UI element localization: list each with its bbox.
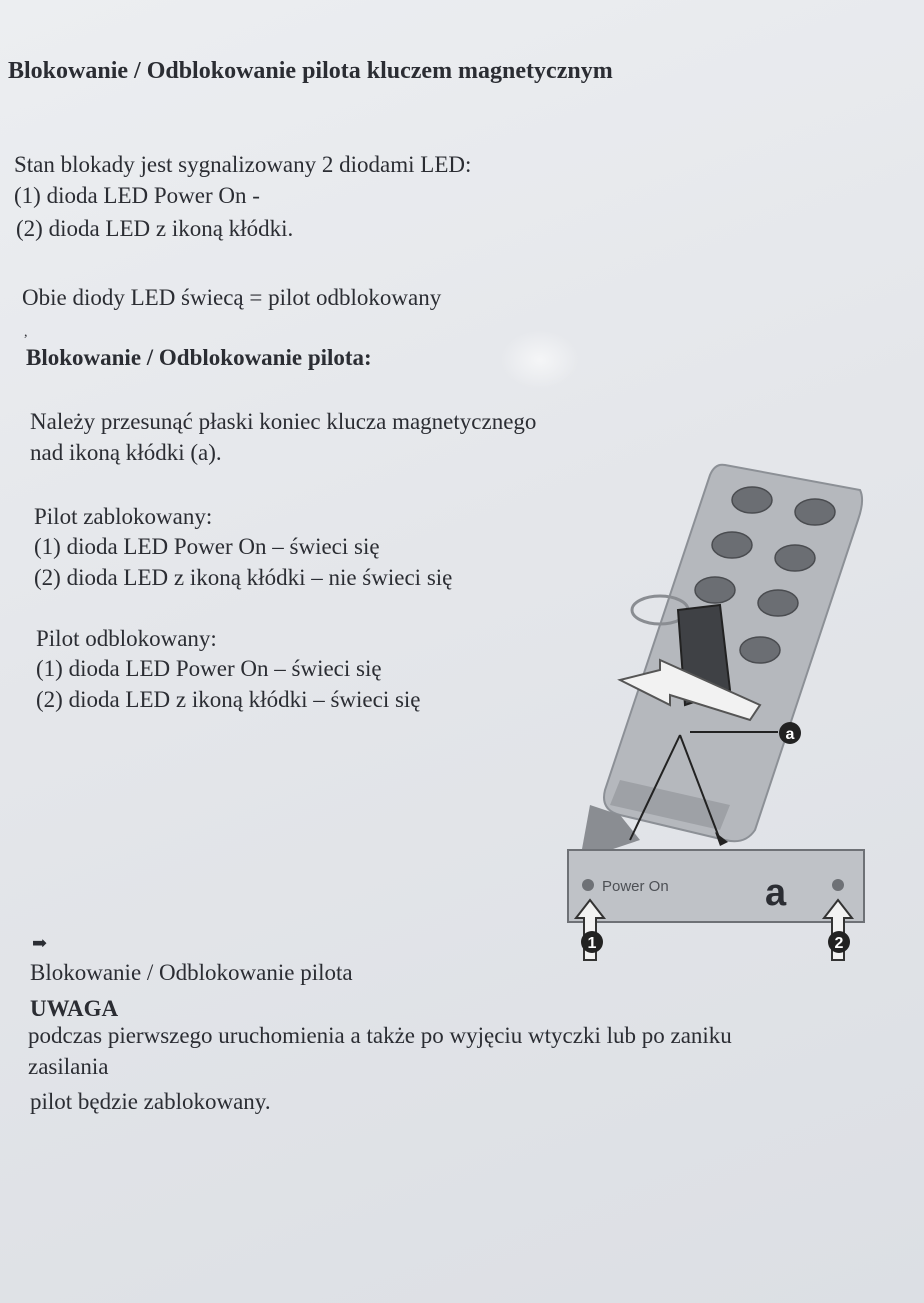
footer-line-3: zasilania bbox=[28, 1054, 109, 1079]
power-led bbox=[582, 879, 594, 891]
marker-1-label: 1 bbox=[587, 935, 597, 952]
unlocked-led-2: (2) dioda LED z ikoną kłódki – świeci się bbox=[36, 687, 421, 712]
instruction-line-2: nad ikoną kłódki (a). bbox=[30, 440, 222, 465]
paper-crease bbox=[500, 330, 580, 390]
locked-led-2: (2) dioda LED z ikoną kłódki – nie świeci się bbox=[34, 565, 453, 590]
page-title: Blokowanie / Odblokowanie pilota kluczem magnetycznym bbox=[8, 58, 613, 84]
remote-button bbox=[695, 577, 735, 603]
remote-button bbox=[732, 487, 772, 513]
locked-led-1: (1) dioda LED Power On – świeci się bbox=[34, 534, 380, 559]
footer-line-4: pilot będzie zablokowany. bbox=[30, 1089, 271, 1114]
arrow-icon: ➡ bbox=[32, 933, 48, 953]
section-heading: Blokowanie / Odblokowanie pilota: bbox=[26, 345, 372, 370]
marker-a-label: a bbox=[785, 726, 795, 743]
power-on-label: Power On bbox=[602, 878, 669, 895]
marker-2-label: 2 bbox=[834, 935, 844, 952]
remote-illustration bbox=[560, 460, 870, 970]
stray-mark: , bbox=[24, 325, 28, 340]
unlocked-heading: Pilot odblokowany: bbox=[36, 626, 217, 651]
remote-button bbox=[712, 532, 752, 558]
remote-button bbox=[758, 590, 798, 616]
both-on-note: Obie diody LED świecą = pilot odblokowany bbox=[22, 285, 442, 310]
intro-line-3: (2) dioda LED z ikoną kłódki. bbox=[16, 216, 294, 241]
instruction-line-1: Należy przesunąć płaski koniec klucza magnetycznego bbox=[30, 409, 537, 434]
warning-heading: UWAGA bbox=[30, 996, 119, 1021]
footer-line-2: podczas pierwszego uruchomienia a także po wyjęciu wtyczki lub po zaniku bbox=[28, 1023, 732, 1048]
remote-button bbox=[740, 637, 780, 663]
lock-glyph: a bbox=[765, 872, 787, 914]
locked-heading: Pilot zablokowany: bbox=[34, 504, 213, 529]
remote-button bbox=[775, 545, 815, 571]
lock-led bbox=[832, 879, 844, 891]
unlocked-led-1: (1) dioda LED Power On – świeci się bbox=[36, 656, 382, 681]
remote-button bbox=[795, 499, 835, 525]
intro-line-1: Stan blokady jest sygnalizowany 2 diodami LED: bbox=[14, 152, 472, 177]
footer-line-1: Blokowanie / Odblokowanie pilota bbox=[30, 960, 353, 985]
intro-line-2: (1) dioda LED Power On - bbox=[14, 183, 260, 208]
